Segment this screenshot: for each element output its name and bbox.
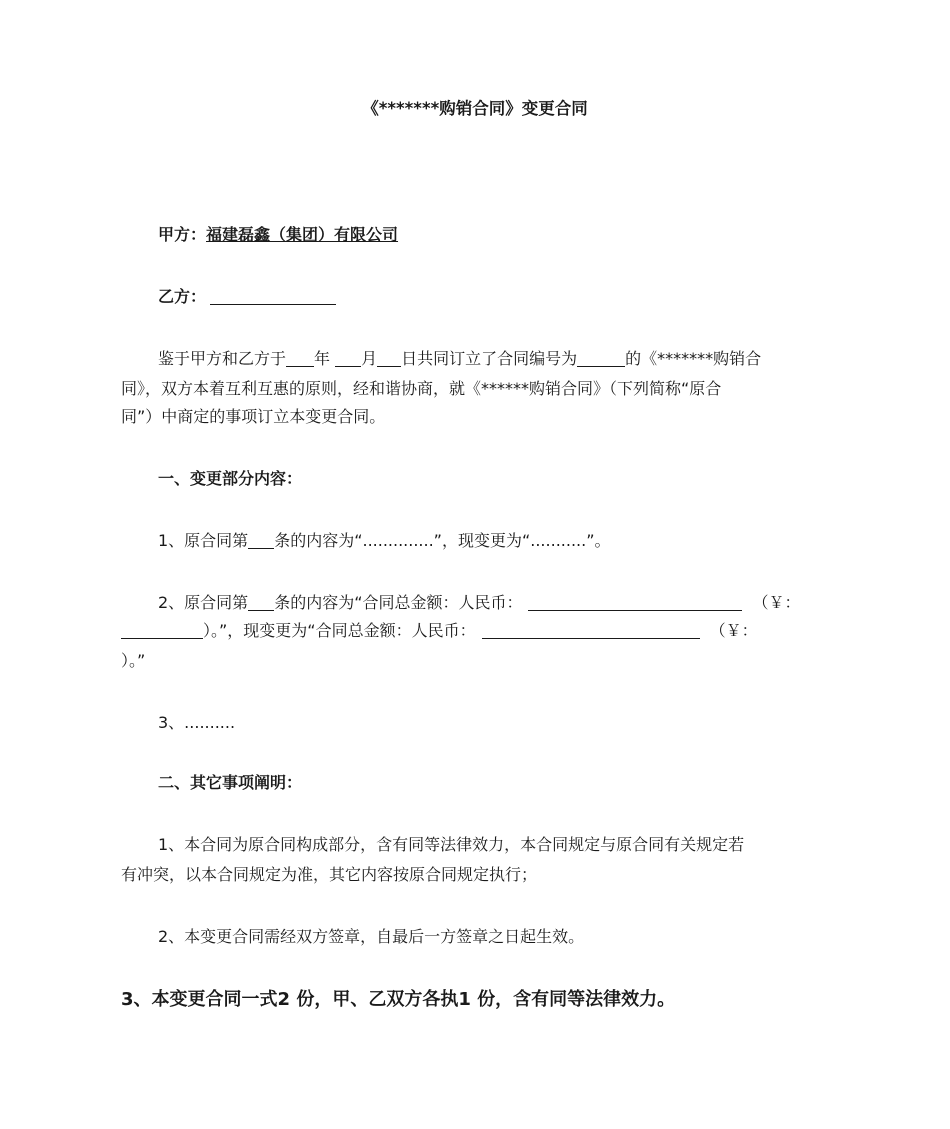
party-b-line [158, 286, 336, 308]
party-a-label: 甲方： [158, 225, 207, 244]
item-2-line-3: ）。” [121, 651, 146, 670]
contract-number-blank [577, 350, 625, 367]
item-2-clause-blank [248, 594, 274, 611]
item-2-line-2-text-b: （￥： [709, 621, 758, 640]
item-2-text-b: 条的内容为“合同总金额：人民币： [274, 593, 523, 612]
new-amount-blank [482, 622, 700, 639]
item-3: 3、.......... [158, 713, 236, 732]
item-1-text-a: 1、原合同第 [158, 531, 249, 550]
item-2-line-2-text-a: ）。”，现变更为“合同总金额：人民币： [203, 621, 476, 640]
original-amount-blank [528, 594, 742, 611]
party-a-name: 福建磊鑫（集团）有限公司 [206, 225, 399, 244]
party-a-line [158, 224, 398, 246]
year-blank [286, 350, 314, 367]
original-yuan-blank [121, 622, 203, 639]
intro-line-2: 同》，双方本着互利互惠的原则，经和谐协商，就《******购销合同》（下列简称“原合 [121, 379, 722, 398]
party-b-label: 乙方： [158, 287, 207, 306]
intro-text-c: 月 [361, 349, 378, 368]
intro-line-3: 同”）中商定的事项订立本变更合同。 [121, 407, 386, 426]
intro-text-d: 日共同订立了合同编号为 [401, 349, 578, 368]
intro-text-e: 的《*******购销合 [625, 349, 762, 368]
item-1-text-b: 条的内容为“..............”，现变更为“...........”。 [274, 531, 611, 550]
item-1 [158, 530, 611, 552]
month-blank [335, 350, 361, 367]
section-1-heading: 一、变更部分内容： [158, 469, 303, 488]
item-2-line-1 [158, 592, 801, 614]
party-b-blank [210, 288, 336, 305]
other-1-line-2: 有冲突，以本合同规定为准，其它内容按原合同规定执行； [121, 865, 538, 884]
intro-text-b: 年 [314, 349, 336, 368]
item-2-text-a: 2、原合同第 [158, 593, 249, 612]
document-title: 《*******购销合同》变更合同 [362, 99, 588, 118]
day-blank [377, 350, 401, 367]
section-2-heading: 二、其它事项阐明： [158, 773, 303, 792]
other-2: 2、本变更合同需经双方签章，自最后一方签章之日起生效。 [158, 927, 585, 946]
other-1-line-1: 1、本合同为原合同构成部分，含有同等法律效力，本合同规定与原合同有关规定若 [158, 835, 745, 854]
intro-line-1 [158, 348, 761, 370]
intro-text-a: 鉴于甲方和乙方于 [158, 349, 287, 368]
item-2-text-c: （￥： [752, 593, 801, 612]
item-1-clause-blank [248, 532, 274, 549]
other-3: 3、本变更合同一式2 份，甲、乙双方各执1 份，含有同等法律效力。 [121, 989, 676, 1010]
item-2-line-2 [121, 620, 758, 642]
